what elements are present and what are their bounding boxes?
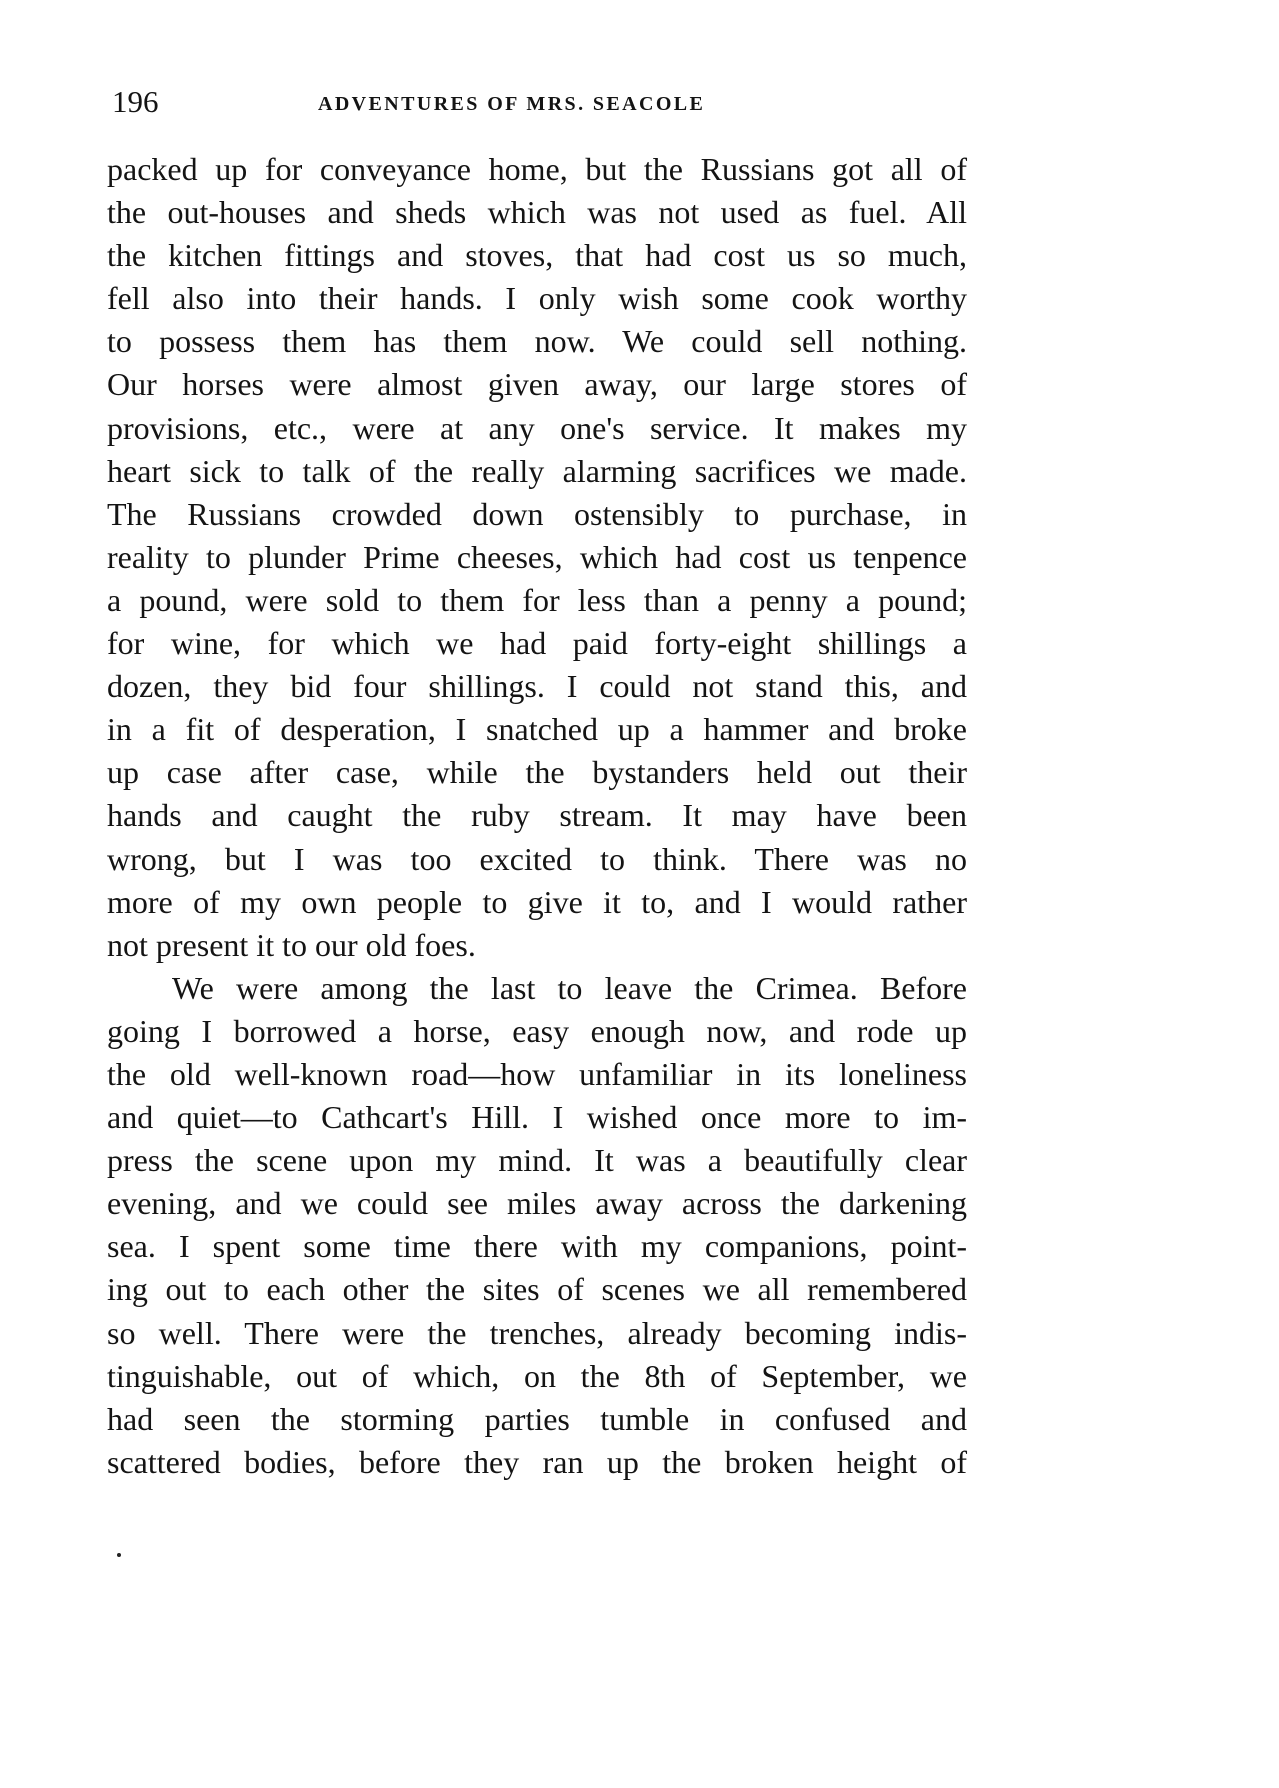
text-line: the out-houses and sheds which was not used as fuel. All [107, 194, 967, 231]
text-line: evening, and we could see miles away across the darkening [107, 1185, 967, 1222]
text-line: press the scene upon my mind. It was a beautifully clear [107, 1142, 967, 1179]
text-line: had seen the storming parties tumble in confused and [107, 1400, 967, 1437]
text-line: for wine, for which we had paid forty-eight shillings a [107, 625, 967, 662]
text-line: and quiet—to Cathcart's Hill. I wished once more to im- [107, 1099, 967, 1136]
text-line: not present it to our old foes. [107, 926, 476, 963]
running-head [112, 82, 852, 122]
text-line: sea. I spent some time there with my companions, point- [107, 1228, 967, 1265]
text-line: scattered bodies, before they ran up the broken height of [107, 1443, 967, 1480]
running-title: ADVENTURES OF MRS. SEACOLE [318, 93, 706, 115]
text-line: the old well-known road—how unfamiliar in its loneliness [107, 1055, 967, 1092]
page-number: 196 [112, 84, 159, 119]
text-line: provisions, etc., were at any one's service. It makes my [107, 409, 967, 446]
text-line: to possess them has them now. We could sell nothing. [107, 323, 967, 360]
text-line: ing out to each other the sites of scenes we all remembered [107, 1271, 967, 1308]
text-line: up case after case, while the bystanders held out their [107, 754, 967, 791]
text-line: the kitchen fittings and stoves, that had cost us so much, [107, 237, 967, 274]
text-line: fell also into their hands. I only wish some cook worthy [107, 280, 967, 317]
text-line: wrong, but I was too excited to think. There was no [107, 840, 967, 877]
paragraph-1 [107, 148, 967, 967]
ink-speck [117, 1553, 121, 1557]
text-line: dozen, they bid four shillings. I could not stand this, and [107, 668, 967, 705]
text-line: in a fit of desperation, I snatched up a hammer and broke [107, 711, 967, 748]
text-line: The Russians crowded down ostensibly to purchase, in [107, 495, 967, 532]
text-line: Our horses were almost given away, our large stores of [107, 366, 967, 403]
body-text [107, 148, 967, 1484]
text-line: reality to plunder Prime cheeses, which had cost us tenpence [107, 538, 967, 575]
text-line: going I borrowed a horse, easy enough now, and rode up [107, 1012, 967, 1049]
text-line: packed up for conveyance home, but the Russians got all of [107, 151, 967, 187]
text-line: heart sick to talk of the really alarming sacrifices we made. [107, 452, 967, 489]
text-line: We were among the last to leave the Crimea. Before [172, 969, 967, 1006]
text-line: more of my own people to give it to, and I would rather [107, 883, 967, 920]
text-line: so well. There were the trenches, already becoming indis- [107, 1314, 967, 1351]
text-line: a pound, were sold to them for less than a penny a pound; [107, 581, 967, 618]
text-line: tinguishable, out of which, on the 8th of September, we [107, 1357, 967, 1394]
paragraph-2 [107, 967, 967, 1484]
text-line: hands and caught the ruby stream. It may have been [107, 797, 967, 834]
